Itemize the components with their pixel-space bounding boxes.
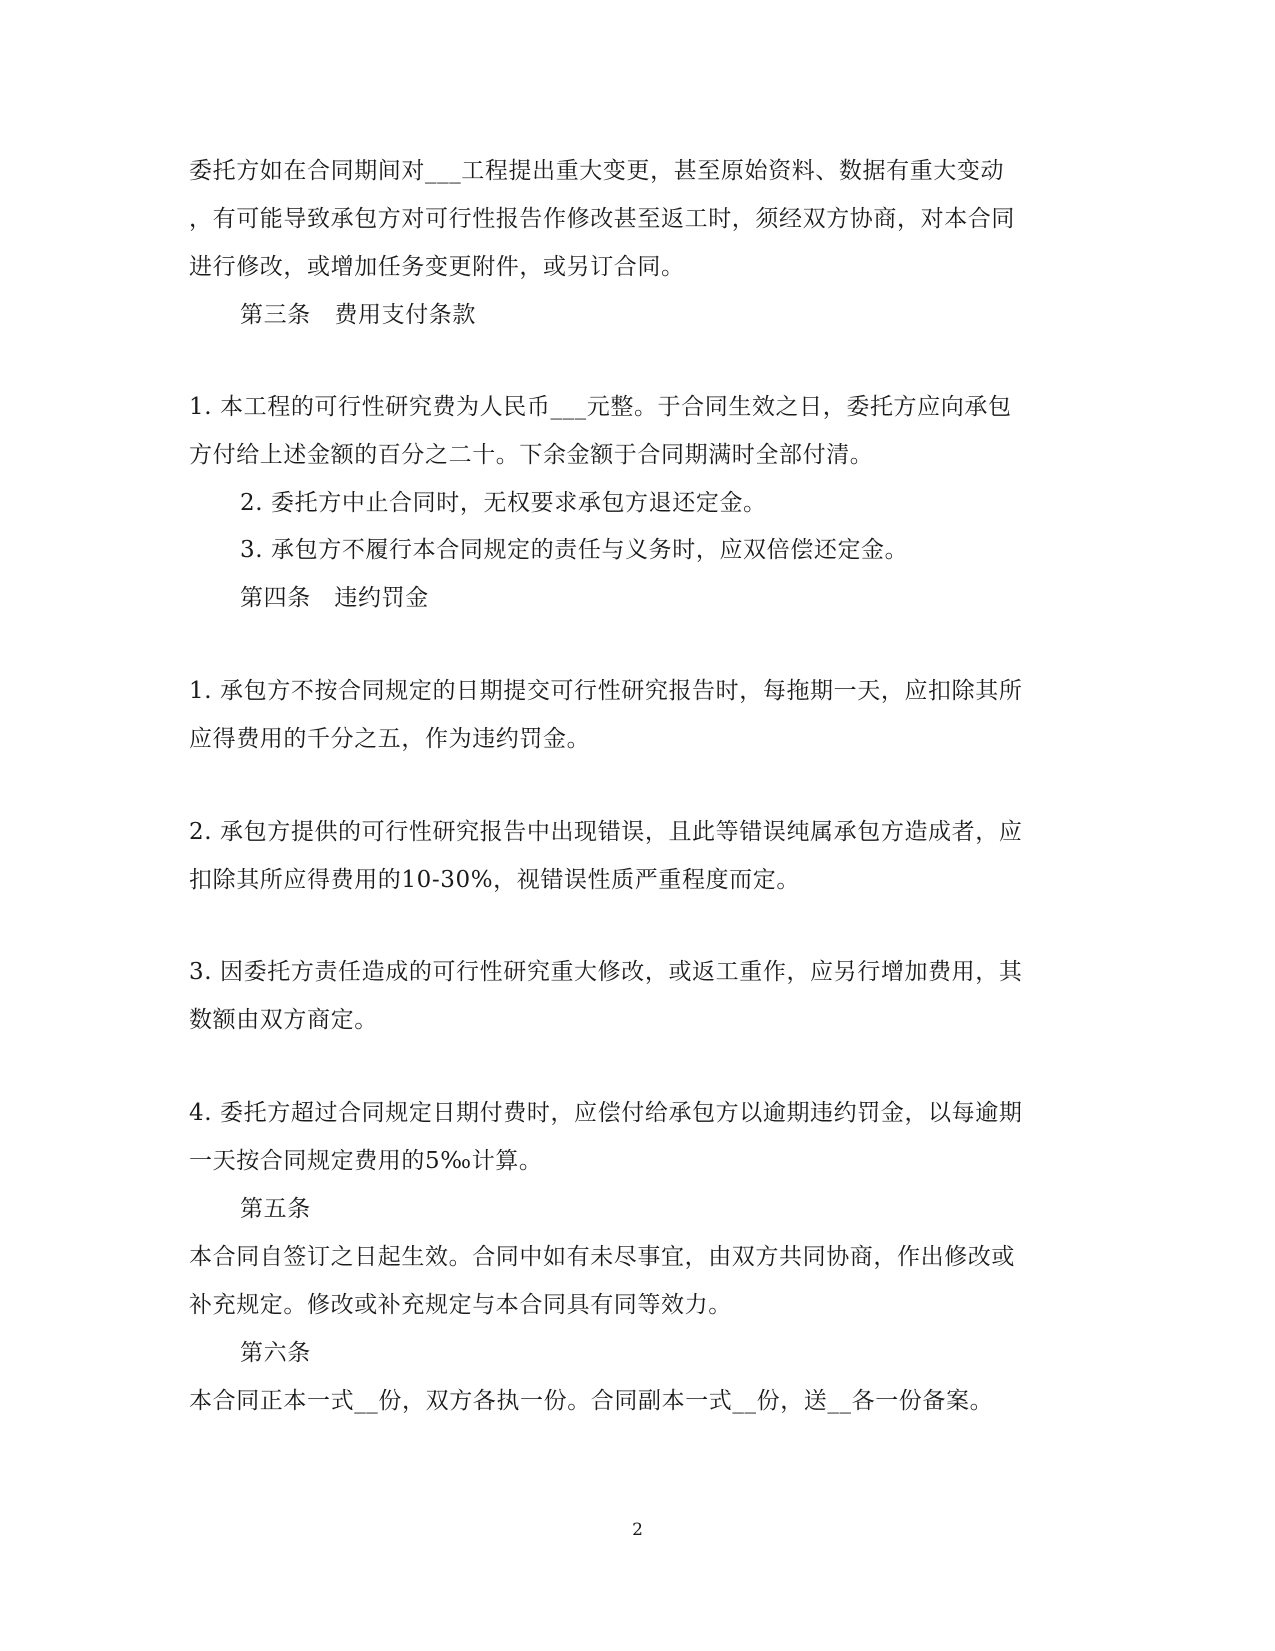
paragraph-line: 委托方如在合同期间对___工程提出重大变更，甚至原始资料、数据有重大变动 [189,158,1005,184]
paragraph-line: 应得费用的千分之五，作为违约罚金。 [189,726,591,752]
paragraph-line: 2. 委托方中止合同时，无权要求承包方退还定金。 [240,490,767,516]
paragraph-line: ，有可能导致承包方对可行性报告作修改甚至返工时，须经双方协商，对本合同 [189,206,1015,232]
paragraph-line: 2. 承包方提供的可行性研究报告中出现错误，且此等错误纯属承包方造成者，应 [189,819,1023,845]
section-heading-article-6: 第六条 [240,1340,311,1366]
paragraph-line: 4. 委托方超过合同规定日期付费时，应偿付给承包方以逾期违约罚金，以每逾期 [189,1100,1023,1126]
paragraph-line: 3. 因委托方责任造成的可行性研究重大修改，或返工重作，应另行增加费用，其 [189,959,1023,985]
paragraph-line: 一天按合同规定费用的5‰计算。 [189,1148,543,1174]
section-heading-article-4: 第四条 违约罚金 [240,585,429,611]
paragraph-line: 扣除其所应得费用的10-30%，视错误性质严重程度而定。 [189,867,800,893]
paragraph-line: 进行修改，或增加任务变更附件，或另订合同。 [189,254,685,280]
page-number: 2 [632,1520,643,1540]
paragraph-line: 本合同自签订之日起生效。合同中如有未尽事宜，由双方共同协商，作出修改或 [189,1244,1015,1270]
section-heading-article-5: 第五条 [240,1196,311,1222]
paragraph-line: 数额由双方商定。 [189,1007,378,1033]
paragraph-line: 本合同正本一式__份，双方各执一份。合同副本一式__份，送__各一份备案。 [189,1388,994,1414]
paragraph-line: 1. 承包方不按合同规定的日期提交可行性研究报告时，每拖期一天，应扣除其所 [189,678,1023,704]
paragraph-line: 补充规定。修改或补充规定与本合同具有同等效力。 [189,1292,732,1318]
paragraph-line: 方付给上述金额的百分之二十。下余金额于合同期满时全部付清。 [189,442,874,468]
paragraph-line: 1. 本工程的可行性研究费为人民币___元整。于合同生效之日，委托方应向承包 [189,394,1012,420]
section-heading-article-3: 第三条 费用支付条款 [240,302,476,328]
paragraph-line: 3. 承包方不履行本合同规定的责任与义务时，应双倍偿还定金。 [240,537,909,563]
